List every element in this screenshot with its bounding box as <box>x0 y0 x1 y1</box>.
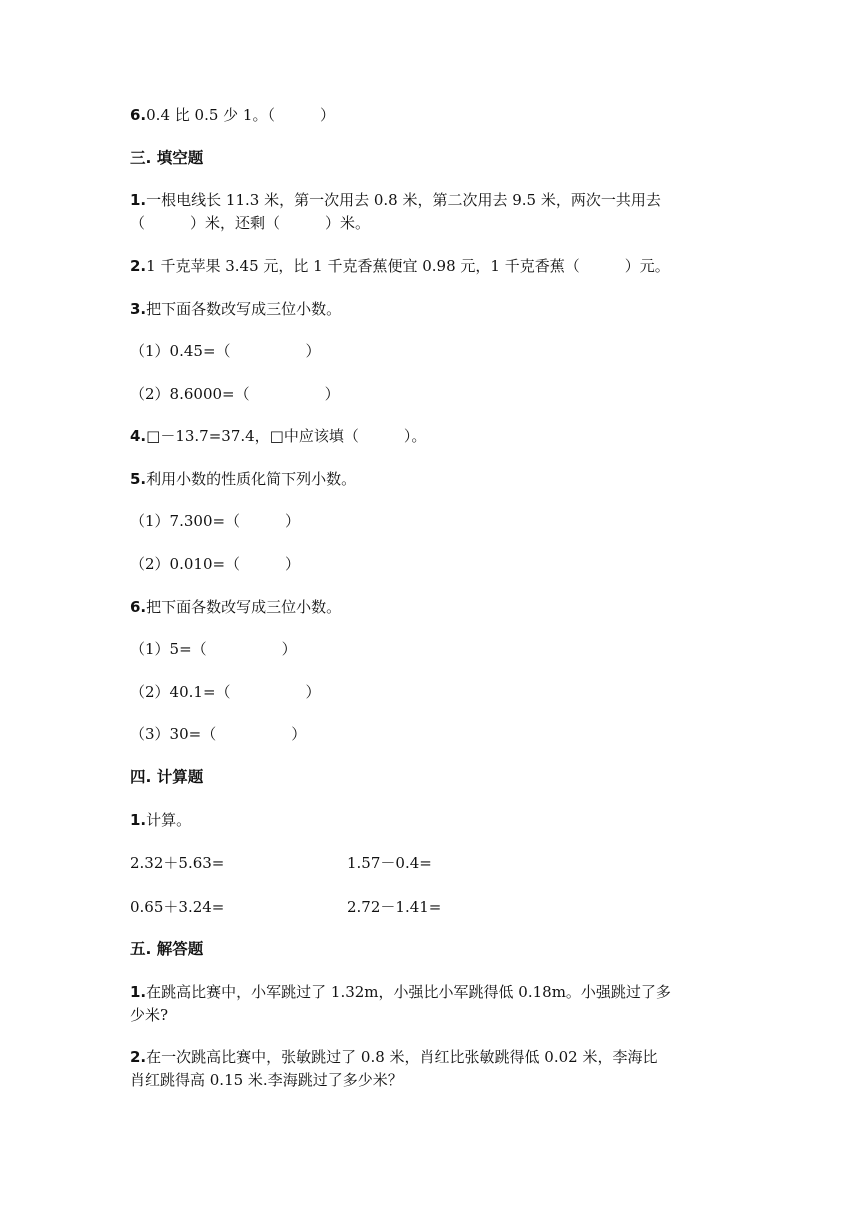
judge-question-6 <box>130 104 335 126</box>
sub-item: （1）7.300=（ ） <box>130 512 301 530</box>
question-number: 4. <box>130 427 147 445</box>
sub-item: （3）30=（ ） <box>130 725 307 743</box>
section-heading-calculation: 四. 计算题 <box>130 768 204 786</box>
question-text: 一根电线长 11.3 米，第一次用去 0.8 米，第二次用去 9.5 米，两次一共用去 <box>146 191 661 209</box>
question-text-continued: （ ）米，还剩（ ）米。 <box>130 214 371 232</box>
section-heading-word-problems: 五. 解答题 <box>130 940 204 958</box>
question-text-continued: 肖红跳得高 0.15 米.李海跳过了多少米？ <box>130 1071 403 1089</box>
question-text: 把下面各数改写成三位小数。 <box>146 598 342 616</box>
question-number: 2. <box>130 257 147 275</box>
question-text-continued: 少米? <box>130 1006 169 1024</box>
question-number: 1. <box>130 191 147 209</box>
question-text: 利用小数的性质化简下列小数。 <box>146 470 357 488</box>
question-number: 2. <box>130 1048 147 1066</box>
question-number: 6. <box>130 106 147 124</box>
fill-question-4 <box>130 425 426 447</box>
expression: 2.32＋5.63= <box>130 854 225 872</box>
question-number: 5. <box>130 470 147 488</box>
question-text: 在一次跳高比赛中，张敏跳过了 0.8 米，肖红比张敏跳得低 0.02 米，李海比 <box>146 1048 658 1066</box>
question-text: 把下面各数改写成三位小数。 <box>146 300 342 318</box>
question-text: 1 千克苹果 3.45 元，比 1 千克香蕉便宜 0.98 元，1 千克香蕉（ ）元。 <box>146 257 670 275</box>
sub-item: （2）8.6000=（ ） <box>130 385 340 403</box>
fill-question-2 <box>130 255 670 277</box>
question-number: 3. <box>130 300 147 318</box>
question-number: 1. <box>130 983 147 1001</box>
sub-item: （1）0.45=（ ） <box>130 342 321 360</box>
question-number: 1. <box>130 811 147 829</box>
expression: 0.65＋3.24= <box>130 898 225 916</box>
sub-item: （1）5=（ ） <box>130 640 297 658</box>
question-number: 6. <box>130 598 147 616</box>
sub-item: （2）40.1=（ ） <box>130 683 321 701</box>
sub-item: （2）0.010=（ ） <box>130 555 301 573</box>
expression: 1.57－0.4= <box>347 854 432 872</box>
question-text: 0.4 比 0.5 少 1。（ ） <box>146 106 335 124</box>
question-text: 计算。 <box>146 811 192 829</box>
question-text: 在跳高比赛中，小军跳过了 1.32m，小强比小军跳得低 0.18m。小强跳过了多 <box>146 983 671 1001</box>
question-text: □－13.7=37.4，□中应该填（ ）。 <box>146 427 427 445</box>
expression: 2.72－1.41= <box>347 898 442 916</box>
section-heading-fill-in: 三. 填空题 <box>130 149 204 167</box>
